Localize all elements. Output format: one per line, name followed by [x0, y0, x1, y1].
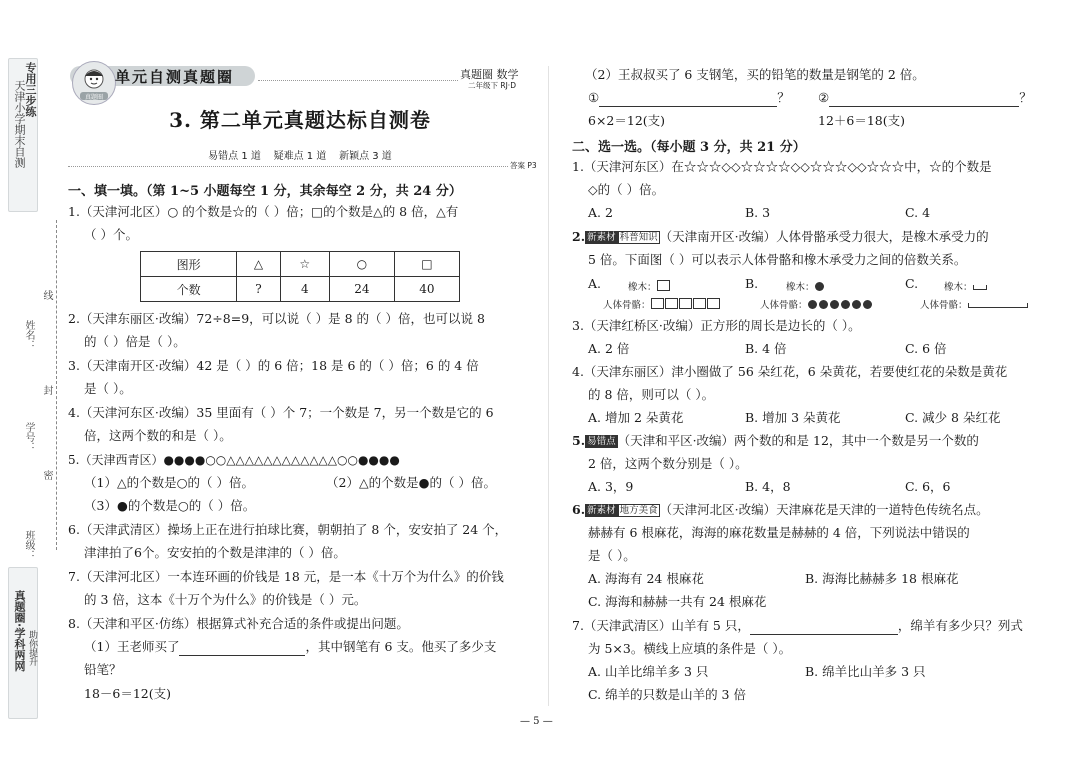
c2-option-a[interactable]: A. [588, 276, 602, 291]
c4-line2: 的 8 倍，则可以（ ）。 [588, 387, 715, 402]
q8-blank[interactable] [179, 639, 305, 656]
c3-option-c[interactable]: C. 6 倍 [905, 341, 947, 356]
blank1-qmark: ？ [777, 90, 790, 105]
c5-option-b[interactable]: B. 4，8 [745, 479, 791, 494]
table-header-cell: ☆ [280, 252, 329, 277]
c2-line1: 2. 新素材 科普知识 （天津南开区·改编）人体骨骼承受力很大，是橡木承受力的 [572, 229, 989, 244]
title-dotted-rule [68, 166, 508, 167]
q5-line1: 5.（天津西青区）●●●●○○△△△△△△△△△△△△○○●●●● [68, 453, 400, 467]
c6-option-b[interactable]: B. 海海比赫赫多 18 根麻花 [805, 571, 959, 586]
c6-option-a[interactable]: A. 海海有 24 根麻花 [588, 571, 704, 586]
blank2-label: ② [818, 90, 830, 105]
header-title: 单元自测真题圈 [115, 68, 235, 86]
q8-text-a: （1）王老师买了 [84, 639, 180, 654]
q4-line1: 4.（天津河东区·改编）35 里面有（ ）个 7；一个数是 7，另一个数是它的 6 [68, 405, 494, 420]
c6-option-c[interactable]: C. 海海和赫赫一共有 24 根麻花 [588, 594, 767, 609]
c5-option-c[interactable]: C. 6，6 [905, 479, 951, 494]
binding-line [56, 220, 57, 550]
q5-part2: （2）△的个数是●的（ ）倍。 [326, 475, 496, 490]
c1-option-a[interactable]: A. 2 [588, 205, 613, 220]
binding-seal-char: 封 [41, 385, 52, 395]
c2-option-c[interactable]: C. [905, 276, 919, 291]
q7-line1: 7.（天津河北区）一本连环画的价钱是 18 元，是一本《十万个为什么》的价钱 [68, 569, 504, 584]
stat-new: 新颖点 3 道 [339, 151, 392, 162]
student-id-label: 学号： [23, 422, 34, 452]
q5-part1: （1）△的个数是○的（ ）倍。 [84, 475, 254, 490]
new-material-tag-2: 新素材 [587, 505, 616, 516]
c5-line2: 2 倍，这两个数分别是（ ）。 [588, 456, 748, 471]
c6-line2: 赫赫有 6 根麻花，海海的麻花数量是赫赫的 4 倍，下列说法中错误的 [588, 525, 970, 540]
c4-option-a[interactable]: A. 增加 2 朵黄花 [588, 410, 684, 425]
c7-line1 [572, 618, 1023, 635]
stat-hard: 疑难点 1 道 [273, 151, 327, 162]
c3-line1: 3.（天津红桥区·改编）正方形的周长是边长的（ ）。 [572, 318, 861, 333]
blank2-qmark: ？ [1019, 90, 1032, 105]
equation-a: 6×2＝12(支) [588, 113, 666, 128]
q4-line2: 倍，这两个数的和是（ ）。 [84, 428, 232, 443]
table-row [141, 252, 460, 277]
c2-line2: 5 倍。下面图（ ）可以表示人体骨骼和橡木承受力之间的倍数关系。 [588, 252, 967, 267]
header-dotted-rule [258, 80, 458, 81]
new-material-tag: 新素材 [587, 232, 616, 243]
q3-line2: 是（ ）。 [84, 381, 132, 396]
c6-line3: 是（ ）。 [588, 548, 636, 563]
q2-line2: 的（ ）倍是（ ）。 [84, 334, 186, 349]
table-header-cell: ○ [329, 252, 394, 277]
header-grade: 二年级下 RJ·D [468, 81, 516, 90]
sidebar-col2: 专用三步练 [24, 62, 37, 117]
local-food-tag: 地方美食 [619, 505, 658, 516]
table-cell: 24 [329, 277, 394, 302]
mascot-logo [72, 61, 116, 105]
c6-text: （天津河北区·改编）天津麻花是天津的一道特色传统名点。 [659, 502, 989, 517]
section2-heading: 二、选一选。（每小题 3 分，共 21 分） [572, 140, 806, 155]
blank2[interactable] [829, 90, 1019, 107]
q1-line1: 1.（天津河北区）○ 的个数是☆的（ ）倍；□的个数是△的 8 倍，△有 [68, 204, 459, 219]
c5-text: （天津和平区·改编）两个数的和是 12，其中一个数是另一个数的 [617, 433, 979, 448]
c3-option-b[interactable]: B. 4 倍 [745, 341, 787, 356]
c2b-bone: 人体骨骼： [760, 297, 874, 311]
binding-seal2-char: 密 [41, 470, 52, 480]
page-title: 3. 第二单元真题达标自测卷 [169, 108, 431, 132]
c1-line1: 1.（天津河东区）在☆☆☆◇◇☆☆☆☆◇◇☆☆☆◇◇☆☆☆中，☆的个数是 [572, 159, 992, 174]
stat-error: 易错点 1 道 [208, 151, 261, 162]
table-header-cell: △ [237, 252, 281, 277]
table-cell: 40 [394, 277, 459, 302]
q8-text-b: ，其中钢笔有 6 支。他买了多少支 [305, 639, 497, 654]
q7-line2: 的 3 倍，这本《十万个为什么》的价钱是（ ）元。 [84, 592, 367, 607]
c5-line1: 5. 易错点 （天津和平区·改编）两个数的和是 12，其中一个数是另一个数的 [572, 433, 979, 448]
table-header-cell: □ [394, 252, 459, 277]
c2c-bone: 人体骨骼： [920, 297, 1028, 311]
c2-text: （天津南开区·改编）人体骨骼承受力很大，是橡木承受力的 [659, 229, 989, 244]
section1-heading: 一、填一填。（第 1~5 小题每空 1 分，其余每空 2 分，共 24 分） [68, 184, 462, 199]
c7-option-b[interactable]: B. 绵羊比山羊多 3 只 [805, 664, 926, 679]
c2a-oak: 橡木： [628, 279, 671, 293]
binding-line-char: 线 [41, 290, 52, 300]
q8-line3: 铅笔？ [84, 662, 122, 677]
sidebar-col3: 真题圈·学科两网 [13, 590, 26, 672]
r-q8-part2: （2）王叔叔买了 6 支钢笔，买的铅笔的数量是钢笔的 2 倍。 [585, 67, 925, 82]
q5-part3: （3）●的个数是○的（ ）倍。 [84, 498, 256, 513]
q6-line1: 6.（天津武清区）操场上正在进行拍球比赛，朝朝拍了 8 个，安安拍了 24 个， [68, 522, 508, 537]
c7-text-b: ，绵羊有多少只？列式 [897, 618, 1023, 633]
blank1[interactable] [599, 90, 777, 107]
q8-equation: 18－6＝12(支) [84, 686, 172, 701]
q3-line1: 3.（天津南开区·改编）42 是（ ）的 6 倍；18 是 6 的（ ）倍；6 的 4 倍 [68, 358, 479, 373]
sidebar-col1: 天津小学期末自测 [13, 80, 26, 168]
c4-option-b[interactable]: B. 增加 3 朵黄花 [745, 410, 841, 425]
table-header-cell: 图形 [141, 252, 237, 277]
c1-option-b[interactable]: B. 3 [745, 205, 771, 220]
difficulty-stats [150, 147, 450, 162]
science-tag: 科普知识 [619, 232, 658, 243]
table-row [141, 277, 460, 302]
c5-option-a[interactable]: A. 3，9 [588, 479, 634, 494]
column-divider [548, 66, 549, 706]
q8-line2 [84, 639, 496, 656]
c7-text-a: 7.（天津武清区）山羊有 5 只， [572, 618, 750, 633]
c1-option-c[interactable]: C. 4 [905, 205, 931, 220]
q2-line1: 2.（天津东丽区·改编）72÷8=9，可以说（ ）是 8 的（ ）倍，也可以说 8 [68, 311, 485, 326]
mascot-logo-text: 真题圈 [84, 94, 103, 101]
c4-option-c[interactable]: C. 减少 8 朵红花 [905, 410, 1001, 425]
c2a-bone: 人体骨骼： [603, 297, 721, 311]
r-answer-row [588, 90, 790, 107]
name-label: 姓名： [23, 320, 34, 350]
c2b-oak: 橡木： [786, 279, 826, 293]
c2-option-b[interactable]: B. [745, 276, 759, 291]
c2c-oak: 橡木： [944, 279, 987, 293]
page-number: — 5 — [520, 716, 553, 727]
blank1-label: ① [588, 90, 600, 105]
q6-line2: 津津拍了6个。安安拍的个数是津津的（ ）倍。 [84, 545, 346, 560]
table-cell: 4 [280, 277, 329, 302]
shapes-table [140, 251, 460, 302]
c7-option-a[interactable]: A. 山羊比绵羊多 3 只 [588, 664, 709, 679]
equation-b: 12＋6＝18(支) [818, 113, 906, 128]
c7-line2: 为 5×3。横线上应填的条件是（ ）。 [588, 641, 792, 656]
c7-blank[interactable] [750, 618, 898, 635]
c1-line2: ◇的（ ）倍。 [588, 182, 665, 197]
table-cell: ? [237, 277, 281, 302]
c6-line1: 6. 新素材 地方美食 （天津河北区·改编）天津麻花是天津的一道特色传统名点。 [572, 502, 989, 517]
c3-option-a[interactable]: A. 2 倍 [588, 341, 630, 356]
sidebar-col4: 助你提升 [27, 630, 37, 666]
c7-option-c[interactable]: C. 绵羊的只数是山羊的 3 倍 [588, 687, 746, 702]
q8-line1: 8.（天津和平区·仿练）根据算式补充合适的条件或提出问题。 [68, 616, 409, 631]
answer-ref: 答案 P3 [510, 161, 537, 170]
error-prone-tag: 易错点 [587, 436, 616, 447]
q1-line2: （ ）个。 [84, 227, 138, 242]
header-brand: 真题圈 数学 [460, 68, 519, 81]
c4-line1: 4.（天津东丽区）津小圈做了 56 朵红花，6 朵黄花，若要使红花的朵数是黄花 [572, 364, 1008, 379]
r-answer-row2 [818, 90, 1032, 107]
table-cell: 个数 [141, 277, 237, 302]
class-label: 班级： [23, 530, 34, 560]
